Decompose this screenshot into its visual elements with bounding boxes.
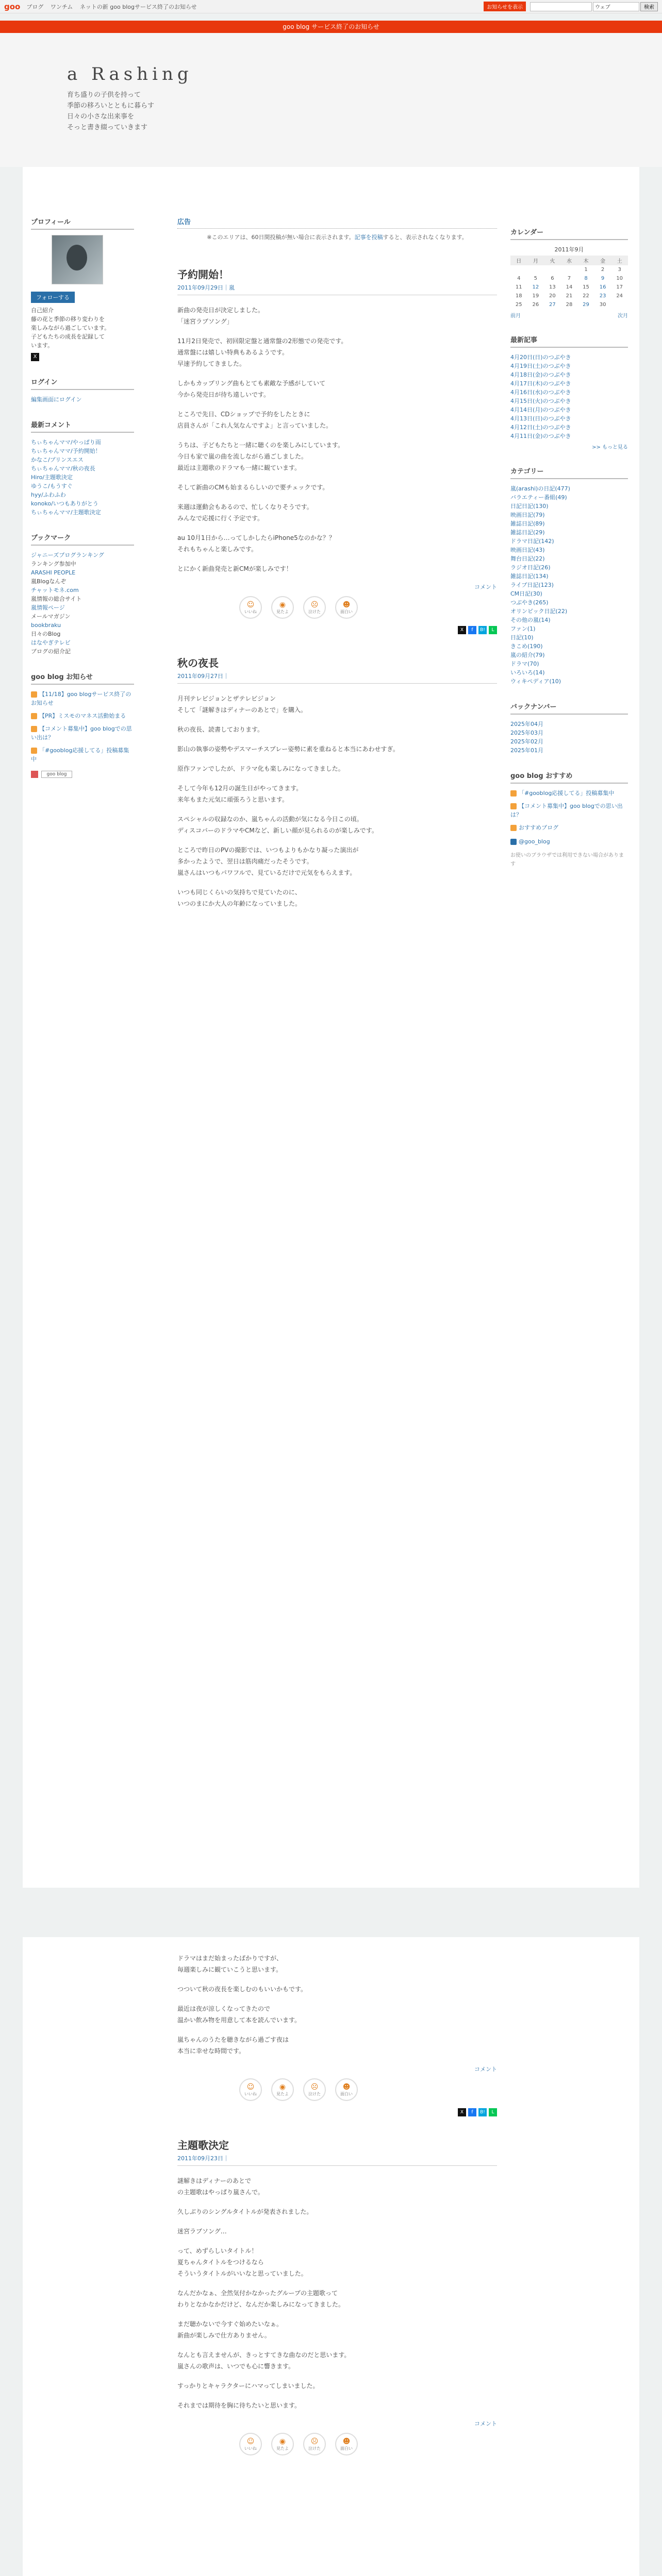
x-icon bbox=[510, 839, 517, 845]
entry-paragraph: 原作ファンでしたが、ドラマ化も楽しみになってきました。 bbox=[177, 765, 344, 772]
bookmark-title: ブックマーク bbox=[31, 532, 134, 546]
entry-paragraph: 来週は運動会もあるので、忙しくなりそうです。 みんなで応援に行く予定です。 bbox=[177, 503, 313, 522]
blog-entry bbox=[177, 266, 497, 634]
top-bar bbox=[0, 0, 662, 13]
recent-post-link[interactable]: 4月20日(日)のつぶやき bbox=[510, 354, 571, 361]
entry-meta[interactable]: 2011年09月29日｜嵐 bbox=[177, 283, 497, 295]
osusume-link[interactable]: 【コメント募集中】goo blogでの思い出は？ bbox=[510, 803, 623, 818]
bookmark-block bbox=[31, 532, 134, 656]
calendar-title: カレンダー bbox=[510, 227, 628, 240]
goo-blog-x-link[interactable]: @goo_blog bbox=[519, 838, 550, 845]
calendar-day: 25 bbox=[515, 302, 522, 308]
search-input[interactable] bbox=[530, 2, 592, 11]
entry-meta[interactable]: 2011年09月27日｜ bbox=[177, 672, 497, 684]
entry-body bbox=[177, 1953, 497, 2057]
category-block bbox=[510, 466, 628, 686]
entry-paragraph: いつも同じくらいの気持ちで見ていたのに、 いつのまにか大人の年齢になっていました。 bbox=[177, 889, 302, 907]
bookmark-note: メールマガジン bbox=[31, 613, 71, 620]
bookmark-note: ランキング参加中 bbox=[31, 561, 76, 567]
recent-comment-link[interactable]: ちぃちゃんママ/予約開始！ bbox=[31, 448, 101, 454]
share-buttons bbox=[177, 626, 497, 634]
entry-paragraph: そして新曲のCMも始まるらしいので要チェックです。 bbox=[177, 484, 329, 491]
reaction-button[interactable] bbox=[271, 596, 294, 619]
blog-description bbox=[67, 90, 154, 133]
reaction-button[interactable] bbox=[239, 2078, 262, 2101]
facebook-share-icon[interactable]: f bbox=[468, 626, 476, 634]
backnumber-block bbox=[510, 701, 628, 755]
goo-blog-icon bbox=[510, 825, 517, 831]
line-share-icon[interactable]: L bbox=[489, 626, 497, 634]
entry-paragraph: 謎解きはディナーのあとで の主題歌はやっぱり嵐さんで。 bbox=[177, 2177, 264, 2196]
eye-icon: ◉ bbox=[279, 2082, 286, 2091]
left-sidebar bbox=[31, 216, 134, 793]
weekday-header: 金 bbox=[594, 256, 611, 265]
blog-description-line: 育ち盛りの子供を持って bbox=[67, 91, 141, 99]
entry-paragraph: ところで昨日のPVの撮影では、いつもよりもかなり凝った演出が 多かったようで、翌日は筋肉痛だったそうです。 嵐さんはいつもパワフルで、見ているだけで元気をもらえます。 bbox=[177, 846, 359, 876]
eye-icon: ◉ bbox=[279, 600, 286, 609]
comment-link[interactable]: コメント bbox=[474, 584, 497, 590]
goo-osusume-block bbox=[510, 770, 628, 869]
entry-paragraph: 新曲の発売日が決定しました。 「迷宮ラブソング」 bbox=[177, 307, 264, 325]
x-share-icon[interactable]: X bbox=[31, 353, 39, 361]
recent-comment-link[interactable]: ちぃちゃんママ/やっぱり雨 bbox=[31, 439, 101, 446]
calendar-day bbox=[510, 265, 527, 274]
goo-blog-icon bbox=[31, 691, 37, 698]
calendar-day: 21 bbox=[566, 293, 573, 299]
osusume-note: お使いのブラウザでは利用できない場合があります bbox=[510, 853, 624, 867]
entry-paragraph: 最近は夜が涼しくなってきたので 温かい飲み物を用意して本を読んでいます。 bbox=[177, 2005, 301, 2024]
calendar-day: 30 bbox=[599, 302, 606, 308]
entry-paragraph: まだ聴かないで今すぐ始めたいなぁ。 新曲が楽しみで仕方ありません。 bbox=[177, 2320, 283, 2339]
reaction-button[interactable] bbox=[239, 596, 262, 619]
entry-paragraph: うちは、子どもたちと一緒に聴くのを楽しみにしています。 今日も家で嵐の曲を流しながら過ごしました。 最近は主題歌のドラマも一緒に観ています。 bbox=[177, 442, 344, 471]
calendar-day: 22 bbox=[583, 293, 589, 299]
reaction-buttons bbox=[239, 2433, 497, 2455]
profile-title: プロフィール bbox=[31, 216, 134, 230]
calendar-day: 2 bbox=[601, 267, 605, 273]
x-share-icon[interactable]: X bbox=[458, 626, 466, 634]
recent-post-link[interactable]: 4月17日(木)のつぶやき bbox=[510, 380, 571, 387]
profile-block bbox=[31, 216, 134, 361]
reaction-label: 面白い bbox=[340, 2446, 353, 2451]
profile-line: 自己紹介 bbox=[31, 307, 54, 314]
category-link[interactable]: バラエティー番組(49) bbox=[510, 494, 567, 501]
goo-news-title: goo blog お知らせ bbox=[31, 671, 134, 685]
profile-line: 子どもたちの成長を記録して bbox=[31, 333, 105, 340]
entry-paragraph: とにかく新曲発売と新CMが楽しみです！ bbox=[177, 565, 292, 572]
tear-icon: ☹ bbox=[310, 600, 319, 609]
weekday-header: 木 bbox=[577, 256, 594, 265]
tear-icon: ☹ bbox=[310, 2082, 319, 2091]
entry-paragraph: 秋の夜長、読書しております。 bbox=[177, 726, 264, 733]
follow-button[interactable]: フォローする bbox=[31, 292, 75, 303]
recent-post-link[interactable]: 4月16日(水)のつぶやき bbox=[510, 389, 571, 396]
entry-paragraph: すっかりとキャラクターにハマってしまいました。 bbox=[177, 2382, 319, 2389]
bookmark-link[interactable]: ジャニーズブログランキング bbox=[31, 552, 104, 558]
reaction-button[interactable] bbox=[303, 2078, 326, 2101]
smile-icon: ☺ bbox=[246, 2082, 255, 2091]
calendar-day: 14 bbox=[566, 284, 573, 290]
calendar-day bbox=[611, 300, 628, 309]
profile-line: 楽しみながら過ごしています。 bbox=[31, 325, 110, 331]
blog-entry bbox=[177, 655, 497, 909]
main-column-continued bbox=[177, 1953, 497, 2476]
category-link[interactable]: 雑誌日記(29) bbox=[510, 529, 545, 536]
reaction-label: いいね bbox=[244, 2091, 257, 2096]
reaction-buttons bbox=[239, 596, 497, 619]
recent-posts-block bbox=[510, 334, 628, 450]
comment-link[interactable]: コメント bbox=[474, 2420, 497, 2427]
calendar-day: 11 bbox=[515, 284, 522, 290]
osusume-link[interactable]: 「#gooblog応援してる」投稿募集中 bbox=[519, 790, 615, 796]
calendar-day: 28 bbox=[566, 302, 573, 308]
entry-meta[interactable]: 2011年09月23日｜ bbox=[177, 2154, 497, 2166]
backnumber-link[interactable]: 2025年03月 bbox=[510, 730, 543, 736]
recent-post-link[interactable]: 4月13日(日)のつぶやき bbox=[510, 415, 571, 422]
calendar-day: 4 bbox=[517, 276, 521, 281]
entry-paragraph: 11月2日発売で、初回限定盤と通常盤の2形態での発売です。 通常盤には嬉しい特典もあるようです。 早速予約してきました。 bbox=[177, 337, 347, 367]
recent-comments-block bbox=[31, 419, 134, 517]
category-link[interactable]: 嵐の紹介(79) bbox=[510, 652, 545, 658]
category-link[interactable]: 雑誌日記(134) bbox=[510, 573, 549, 580]
calendar-day: 3 bbox=[618, 267, 621, 273]
goo-blog-icon bbox=[510, 790, 517, 796]
category-link[interactable]: いろいろ(14) bbox=[510, 669, 545, 676]
recent-post-link[interactable]: 4月19日(土)のつぶやき bbox=[510, 363, 571, 369]
page-content bbox=[23, 167, 639, 1888]
recent-comment-link[interactable]: ちぃちゃんママ/秋の夜長 bbox=[31, 465, 95, 472]
entry-paragraph: ドラマはまだ始まったばかりですが、 毎週楽しみに観ていこうと思います。 bbox=[177, 1955, 283, 1973]
recent-comments-title: 最新コメント bbox=[31, 419, 134, 433]
laugh-icon: ☻ bbox=[342, 2082, 351, 2091]
recent-post-link[interactable]: 4月11日(金)のつぶやき bbox=[510, 433, 571, 439]
goo-blog-icon bbox=[31, 748, 37, 754]
calendar-day: 10 bbox=[616, 276, 623, 281]
entry-paragraph: って、めずらしいタイトル！ 夏ちゃんタイトルをつけるなら そういうタイトルがいいなと思っていました。 bbox=[177, 2247, 307, 2277]
reaction-button[interactable] bbox=[303, 2433, 326, 2455]
calendar-day-link[interactable]: 27 bbox=[549, 302, 556, 308]
weekday-header: 日 bbox=[510, 256, 527, 265]
entry-body bbox=[177, 304, 497, 574]
hatena-share-icon[interactable]: B! bbox=[478, 2108, 487, 2116]
entry-paragraph: 影山の執事の姿勢やデスマーチスプレー姿勢に素を重ねると本当にあわせすぎ。 bbox=[177, 745, 399, 753]
reaction-label: いいね bbox=[244, 609, 257, 614]
entry-paragraph: ところで先日、CDショップで予約をしたときに 店員さんが「これ人気なんですよ」と言っていました。 bbox=[177, 411, 333, 429]
login-link[interactable]: 編集画面にログイン bbox=[31, 396, 82, 403]
goo-news-link[interactable]: 「#gooblog応援してる」投稿募集中 bbox=[31, 747, 129, 762]
page-content-continued bbox=[23, 1937, 639, 2576]
hatena-share-icon[interactable]: B! bbox=[478, 626, 487, 634]
recent-comment-link[interactable]: ゆうこ/もうすぐ bbox=[31, 483, 73, 489]
recent-post-link[interactable]: 4月18日(金)のつぶやき bbox=[510, 371, 571, 378]
backnumber-link[interactable]: 2025年04月 bbox=[510, 721, 543, 727]
recent-comment-link[interactable]: konoko/いつもありがとう bbox=[31, 500, 98, 507]
ad-title: 広告 bbox=[177, 216, 497, 229]
entry-title[interactable]: 予約開始！ bbox=[177, 268, 229, 281]
calendar-day bbox=[527, 265, 544, 274]
ad-post-link[interactable]: 記事を投稿 bbox=[354, 234, 383, 241]
reaction-label: 泣けた bbox=[308, 2446, 321, 2451]
reaction-buttons bbox=[239, 2078, 497, 2101]
recent-comment-link[interactable]: hyy/ふわふわ bbox=[31, 492, 66, 498]
entry-paragraph: しかもカップリング曲もとても素敵な予感がしていて 今から発売日が待ち遠しいです。 bbox=[177, 380, 326, 398]
entry-paragraph: au 10月1日から…ってしかしたらiPhone5なのかな？？ それもちゃんと楽しみです。 bbox=[177, 534, 335, 553]
bookmark-note: 日々のBlog bbox=[31, 631, 61, 637]
recent-post-link[interactable]: 4月15日(火)のつぶやき bbox=[510, 398, 571, 404]
top-nav bbox=[26, 3, 202, 11]
blog-description-line: 季節の移ろいとともに暮らす bbox=[67, 102, 155, 110]
goo-blog-icon bbox=[31, 726, 37, 732]
recent-comment-link[interactable]: かなこ/プリンスエス bbox=[31, 456, 84, 463]
profile-line: 藤の花と季節の移り変わりを bbox=[31, 316, 105, 323]
category-link[interactable]: 日記日記(130) bbox=[510, 503, 549, 510]
calendar-day: 15 bbox=[583, 284, 589, 290]
entry-paragraph: 迷宮ラブソング… bbox=[177, 2228, 227, 2235]
profile-line: います。 bbox=[31, 342, 54, 349]
search-button[interactable]: 検索 bbox=[640, 2, 658, 11]
goo-blog-badge[interactable]: goo blog bbox=[41, 771, 72, 778]
calendar-day: 19 bbox=[532, 293, 539, 299]
reaction-label: 見たよ bbox=[276, 609, 289, 614]
calendar-month: 2011年9月 bbox=[554, 246, 584, 253]
reaction-button[interactable] bbox=[271, 2433, 294, 2455]
calendar-day-link[interactable]: 12 bbox=[532, 284, 539, 290]
backnumber-title: バックナンバー bbox=[510, 701, 628, 715]
calendar-day-link[interactable]: 8 bbox=[584, 276, 588, 281]
reaction-button[interactable] bbox=[335, 596, 358, 619]
blog-title[interactable]: a Rashing bbox=[67, 64, 193, 84]
calendar-day: 7 bbox=[567, 276, 571, 281]
notice-button[interactable]: お知らせを表示 bbox=[484, 2, 526, 11]
calendar-day: 20 bbox=[549, 293, 556, 299]
backnumber-link[interactable]: 2025年01月 bbox=[510, 747, 543, 754]
goo-badges bbox=[31, 771, 134, 778]
entry-paragraph: 久しぶりのシングルタイトルが発表されました。 bbox=[177, 2208, 313, 2215]
recent-post-link[interactable]: 4月12日(土)のつぶやき bbox=[510, 424, 571, 431]
backnumber-link[interactable]: 2025年02月 bbox=[510, 738, 543, 745]
weekday-header: 月 bbox=[527, 256, 544, 265]
eye-icon: ◉ bbox=[279, 2437, 286, 2446]
announcement-banner[interactable]: goo blog サービス終了のお知らせ bbox=[0, 21, 662, 33]
entry-paragraph: なんだかなぁ、全然気付かなかったグループの主題歌って わりとなかなかだけど、なんだか楽しみになってきました。 bbox=[177, 2290, 345, 2308]
goo-logo[interactable]: goo bbox=[4, 2, 21, 11]
category-link[interactable]: オリンピック日記(22) bbox=[510, 608, 568, 615]
laugh-icon: ☻ bbox=[342, 600, 351, 609]
calendar-day-link[interactable]: 9 bbox=[601, 276, 605, 281]
reaction-label: 泣けた bbox=[308, 2091, 321, 2096]
osusume-link[interactable]: おすすめブログ bbox=[519, 824, 559, 831]
ad-notice-text: すると、表示されなくなります。 bbox=[383, 234, 468, 241]
weekday-header: 水 bbox=[561, 256, 578, 265]
category-link[interactable]: ライブ日記(123) bbox=[510, 582, 554, 588]
calendar-nav bbox=[510, 311, 628, 319]
category-title: カテゴリー bbox=[510, 466, 628, 479]
category-link[interactable]: きこめ(190) bbox=[510, 643, 543, 650]
bookmark-link[interactable]: チャットモネ.com bbox=[31, 587, 79, 594]
line-share-icon[interactable]: L bbox=[489, 2108, 497, 2116]
reaction-button[interactable] bbox=[239, 2433, 262, 2455]
laugh-icon: ☻ bbox=[342, 2437, 351, 2446]
reaction-label: いいね bbox=[244, 2446, 257, 2451]
smile-icon: ☺ bbox=[246, 600, 255, 609]
calendar-day: 1 bbox=[584, 267, 588, 273]
blog-description-line: 日々の小さな出来事を bbox=[67, 113, 135, 121]
category-link[interactable]: つぶやき(265) bbox=[510, 599, 549, 606]
category-link[interactable]: その他の嵐(14) bbox=[510, 617, 551, 623]
recent-comment-link[interactable]: ちぃちゃんママ/主題歌決定 bbox=[31, 509, 101, 516]
calendar-day: 5 bbox=[534, 276, 538, 281]
calendar-prev-link[interactable]: 前月 bbox=[510, 313, 521, 319]
calendar-day: 24 bbox=[616, 293, 623, 299]
entry-paragraph: 月刊テレビジョンとザテレビジョン そして「謎解きはディナーのあとで」を購入。 bbox=[177, 695, 307, 714]
more-posts-link[interactable]: >> もっと見る bbox=[592, 445, 628, 450]
reaction-label: 見たよ bbox=[276, 2446, 289, 2451]
entry-paragraph: つついて秋の夜長を楽しむのもいいかもです。 bbox=[177, 1986, 307, 1993]
smile-icon: ☺ bbox=[246, 2437, 255, 2446]
recent-comment-link[interactable]: Hiro/主題歌決定 bbox=[31, 474, 73, 481]
category-link[interactable]: 舞台日記(22) bbox=[510, 555, 545, 562]
goo-osusume-title: goo blog おすすめ bbox=[510, 770, 628, 784]
entry-body bbox=[177, 693, 497, 909]
category-link[interactable]: CM日記(30) bbox=[510, 590, 542, 597]
login-block bbox=[31, 377, 134, 404]
recent-post-link[interactable]: 4月14日(月)のつぶやき bbox=[510, 406, 571, 413]
calendar-day: 18 bbox=[515, 293, 522, 299]
recent-posts-title: 最新記事 bbox=[510, 334, 628, 348]
goo-news-link[interactable]: 【PR】ミスモのマネス活動始まる bbox=[39, 713, 126, 719]
ad-notice bbox=[177, 233, 497, 242]
avatar[interactable] bbox=[52, 235, 103, 284]
reaction-button[interactable] bbox=[303, 596, 326, 619]
reaction-label: 見たよ bbox=[276, 2091, 289, 2096]
reaction-button[interactable] bbox=[271, 2078, 294, 2101]
calendar-block bbox=[510, 227, 628, 319]
goo-news-link[interactable]: 【コメント募集中】goo blogでの思い出は？ bbox=[31, 725, 132, 741]
goo-news-link[interactable]: 【11/18】goo blogサービス終了のお知らせ bbox=[31, 691, 131, 706]
category-link[interactable]: ウィキペディア(10) bbox=[510, 678, 561, 685]
blog-description-line: そっと書き綴っていきます bbox=[67, 124, 148, 131]
category-link[interactable]: 雑誌日記(89) bbox=[510, 520, 545, 527]
calendar-day bbox=[561, 265, 578, 274]
calendar-day: 17 bbox=[616, 284, 623, 290]
calendar-day bbox=[544, 265, 561, 274]
x-share-icon[interactable]: X bbox=[458, 2108, 466, 2116]
category-link[interactable]: 日記(10) bbox=[510, 634, 534, 641]
entry-paragraph: なんとも言えませんが、きっとすてきな曲なのだと思います。 嵐さんの歌声は、いつでも心に響きます。 bbox=[177, 2351, 351, 2370]
bookmark-link[interactable]: ARASHI PEOPLE bbox=[31, 569, 76, 576]
calendar-day: 6 bbox=[551, 276, 554, 281]
entry-title[interactable]: 主題歌決定 bbox=[177, 2139, 229, 2151]
blog-header bbox=[0, 33, 662, 167]
category-link[interactable]: ドラマ日記(142) bbox=[510, 538, 554, 545]
entry-body bbox=[177, 2175, 497, 2411]
bookmark-link[interactable]: bookbraku bbox=[31, 622, 61, 629]
top-nav-item[interactable]: ワンチム bbox=[50, 3, 73, 10]
reaction-button[interactable] bbox=[335, 2433, 358, 2455]
entry-paragraph: 嵐ちゃんのうたを聴きながら過ごす夜は 本当に幸せな時間です。 bbox=[177, 2036, 289, 2055]
entry-paragraph: そして今年も12月の誕生日がやってきます。 来年もまた元気に頑張ろうと思います。 bbox=[177, 785, 303, 803]
category-link[interactable]: 映画日記(43) bbox=[510, 547, 545, 553]
goo-blog-icon bbox=[510, 803, 517, 809]
entry-paragraph: それまでは期待を胸に待ちたいと思います。 bbox=[177, 2402, 301, 2409]
bookmark-note: 嵐Blogなんぞ bbox=[31, 578, 67, 585]
facebook-share-icon[interactable]: f bbox=[468, 2108, 476, 2116]
reaction-label: 泣けた bbox=[308, 609, 321, 614]
ad-notice-text: ※このエリアは、60日間投稿が無い場合に表示されます。 bbox=[207, 234, 355, 241]
main-column bbox=[177, 216, 497, 930]
calendar-day-link[interactable]: 16 bbox=[599, 284, 606, 290]
category-link[interactable]: 嵐(arashi)の日記(477) bbox=[510, 485, 570, 492]
search-scope-select[interactable]: ウェブ bbox=[593, 2, 639, 11]
comment-link[interactable]: コメント bbox=[474, 2066, 497, 2073]
category-link[interactable]: ファン(1) bbox=[510, 625, 536, 632]
rss-icon[interactable] bbox=[31, 771, 38, 778]
calendar-next-link[interactable]: 次月 bbox=[618, 313, 628, 319]
calendar-day-link[interactable]: 23 bbox=[599, 293, 606, 299]
share-buttons bbox=[177, 2108, 497, 2116]
calendar-day-link[interactable]: 29 bbox=[583, 302, 589, 308]
bookmark-note: 嵐情報の総合サイト bbox=[31, 596, 82, 602]
reaction-label: 面白い bbox=[340, 2091, 353, 2096]
calendar-day: 26 bbox=[532, 302, 539, 308]
weekday-header: 火 bbox=[544, 256, 561, 265]
top-nav-item[interactable]: ネットの新 goo blogサービス終了のお知らせ bbox=[79, 3, 197, 10]
reaction-label: 面白い bbox=[340, 609, 353, 614]
goo-news-block bbox=[31, 671, 134, 778]
entry-title[interactable]: 秋の夜長 bbox=[177, 657, 219, 669]
category-link[interactable]: ラジオ日記(26) bbox=[510, 564, 551, 571]
calendar-day: 13 bbox=[549, 284, 556, 290]
bookmark-link[interactable]: 嵐情報ページ bbox=[31, 604, 65, 611]
category-link[interactable]: ドラマ(70) bbox=[510, 660, 539, 667]
top-nav-item[interactable]: ブログ bbox=[26, 3, 44, 10]
right-sidebar bbox=[510, 227, 628, 884]
tear-icon: ☹ bbox=[310, 2437, 319, 2446]
bookmark-note: ブログの紹介記 bbox=[31, 648, 71, 655]
weekday-header: 土 bbox=[611, 256, 628, 265]
goo-blog-icon bbox=[31, 713, 37, 719]
calendar-table bbox=[510, 256, 628, 309]
reaction-button[interactable] bbox=[335, 2078, 358, 2101]
category-link[interactable]: 映画日記(79) bbox=[510, 512, 545, 518]
entry-paragraph: スペシャルの収録なのか、嵐ちゃんの活動が気になる今日この頃。 ディスコバーのドラマやCMなど、新しい顔が見られるのが楽しみです。 bbox=[177, 816, 378, 834]
blog-entry-continued bbox=[177, 1953, 497, 2116]
bookmark-link[interactable]: はなやぎテレビ bbox=[31, 639, 71, 646]
login-title: ログイン bbox=[31, 377, 134, 390]
blog-entry bbox=[177, 2137, 497, 2455]
